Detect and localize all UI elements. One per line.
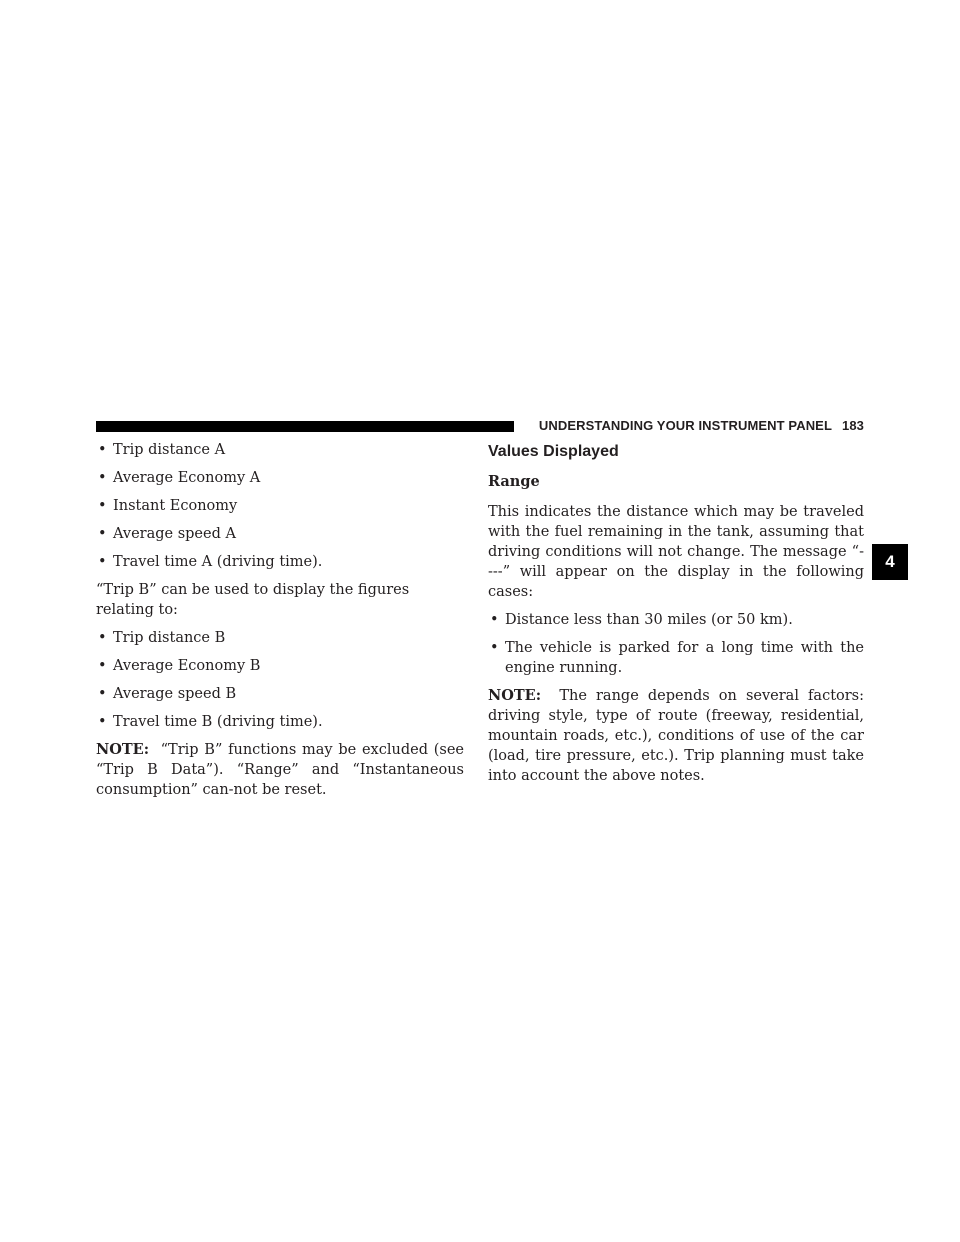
note-text: “Trip B” functions may be excluded (see “Trip B Data”). “Range” and “Instantaneous consumption” can-not be reset.	[96, 742, 464, 798]
list-item: • Travel time B (driving time).	[96, 712, 464, 732]
subsection-title: Range	[488, 473, 540, 490]
list-item: • Trip distance B	[96, 628, 464, 648]
list-item: • The vehicle is parked for a long time with the engine running.	[488, 638, 864, 678]
trip-b-intro: “Trip B” can be used to display the figures relating to:	[96, 582, 410, 618]
note-label: NOTE:	[488, 687, 542, 704]
list-item: • Average Economy B	[96, 656, 464, 676]
right-column	[488, 442, 864, 794]
list-item: • Average speed B	[96, 684, 464, 704]
left-column	[96, 440, 464, 808]
right-note	[488, 686, 864, 786]
left-note	[96, 740, 464, 800]
list-item: • Average Economy A	[96, 468, 464, 488]
note-label: NOTE:	[96, 741, 150, 758]
range-paragraph: This indicates the distance which may be traveled with the fuel remaining in the tank, assuming that driving conditions will not change. The message “----” will appear on the display in the following cases:	[488, 504, 864, 600]
list-item: • Average speed A	[96, 524, 464, 544]
range-cases-list	[488, 610, 864, 678]
page-number: 183	[842, 418, 864, 433]
list-item: • Travel time A (driving time).	[96, 552, 464, 572]
list-item: • Instant Economy	[96, 496, 464, 516]
header-title: UNDERSTANDING YOUR INSTRUMENT PANEL	[538, 418, 832, 433]
list-item: • Distance less than 30 miles (or 50 km).	[488, 610, 864, 630]
section-title: Values Displayed	[488, 443, 619, 460]
chapter-tab: 4	[872, 544, 908, 580]
trip-a-list	[96, 440, 464, 572]
note-text: The range depends on several factors: driving style, type of route (freeway, residential, mountain roads, etc.), conditions of use of the car (load, tire pressure, etc.). Trip planning must take into account the above notes.	[488, 688, 865, 784]
list-item: • Trip distance A	[96, 440, 464, 460]
running-header	[522, 418, 864, 433]
header-rule	[96, 421, 514, 432]
trip-b-list	[96, 628, 464, 732]
